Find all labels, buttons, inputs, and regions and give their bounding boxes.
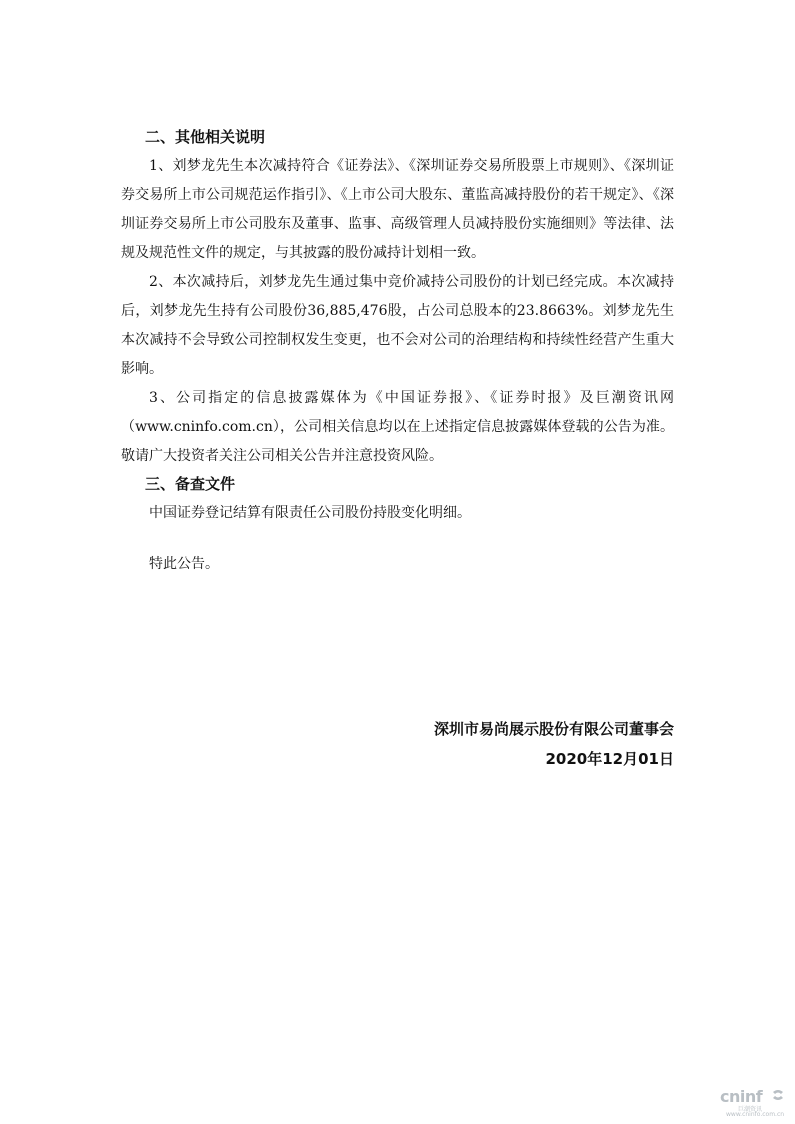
cninfo-watermark: [720, 1087, 790, 1119]
watermark-url: www.cninfo.com.cn: [726, 1111, 785, 1118]
section-heading-other-notes: 二、其他相关说明: [145, 128, 266, 146]
watermark-brand: cninf: [720, 1087, 763, 1106]
section-heading-reference-documents: 三、备查文件: [145, 475, 236, 493]
closing-statement: 特此公告。: [149, 556, 219, 572]
paragraph-reduction-result: 2、本次减持后，刘梦龙先生通过集中竞价减持公司股份的计划已经完成。本次减持后，刘梦龙先生持有公司股份36,885,476股，占公司总股本的23.8663%。刘梦龙先生本次减持不会导致公司控制权发生变更，也不会对公司的治理结构和持续性经营产生重大影响。: [121, 274, 674, 377]
signature-block: [434, 714, 674, 774]
reference-document-item: 中国证券登记结算有限责任公司股份持股变化明细。: [149, 505, 471, 521]
signature-company: 深圳市易尚展示股份有限公司董事会: [433, 720, 674, 738]
watermark-sub: 巨潮资讯: [738, 1106, 763, 1113]
document-body: [121, 124, 674, 579]
cninfo-logo-icon: [770, 1088, 786, 1104]
signature-date: 2020年12月01日: [545, 750, 674, 768]
paragraph-media-notice: 3、公司指定的信息披露媒体为《中国证券报》、《证券时报》及巨潮资讯网（www.cninfo.com.cn），公司相关信息均以在上述指定信息披露媒体登载的公告为准。敬请广大投资者关注公司相关公告并注意投资风险。: [121, 390, 674, 464]
paragraph-compliance: 1、刘梦龙先生本次减持符合《证券法》、《深圳证券交易所股票上市规则》、《深圳证券交易所上市公司规范运作指引》、《上市公司大股东、董监高减持股份的若干规定》、《深圳证券交易所上市公司股东及董事、监事、高级管理人员减持股份实施细则》等法律、法规及规范性文件的规定，与其披露的股份减持计划相一致。: [121, 158, 674, 261]
